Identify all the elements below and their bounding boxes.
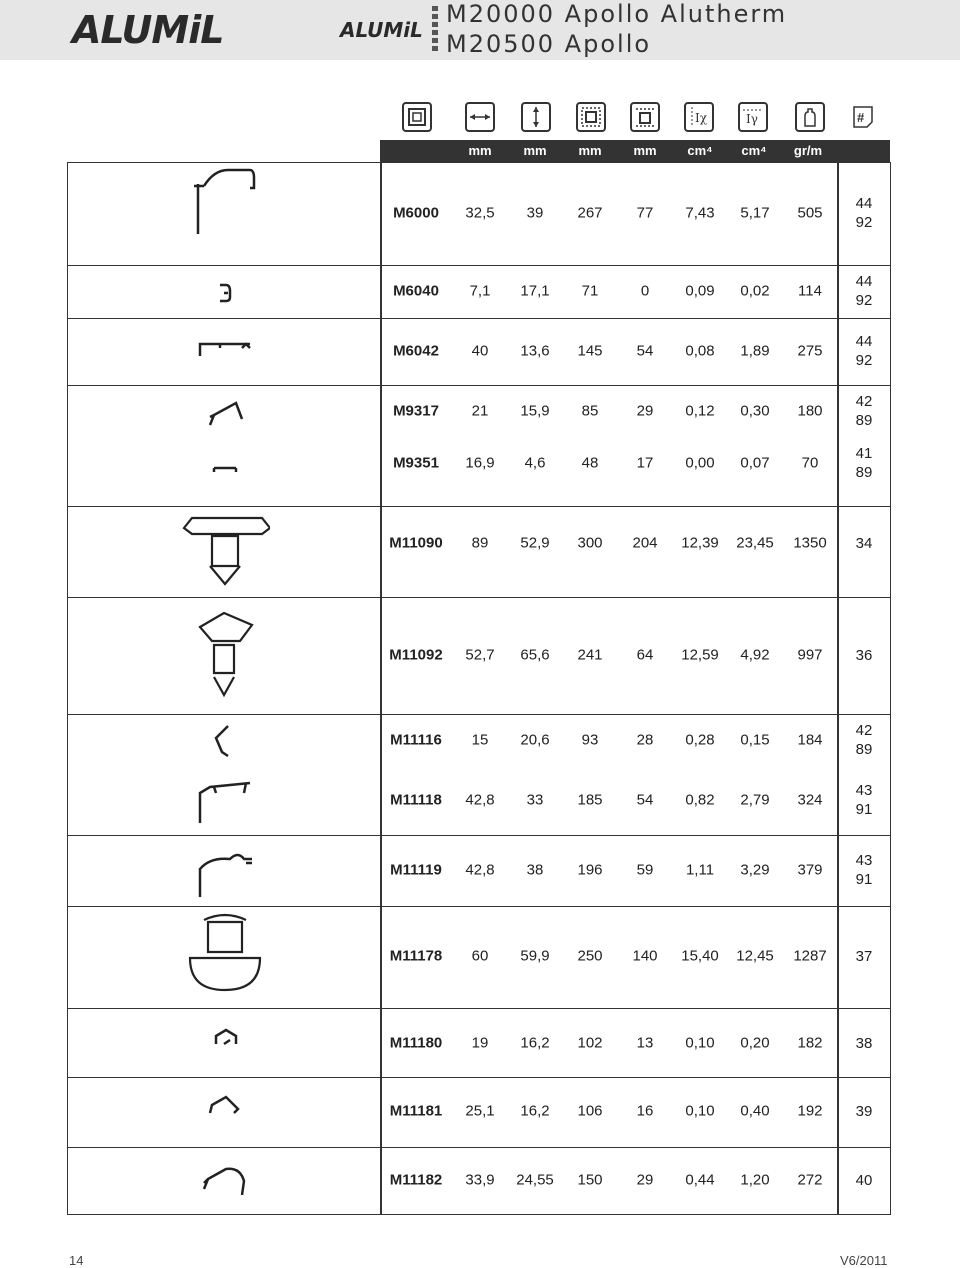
value-cell: 150 [577,1171,603,1189]
value-cell: 48 [581,454,599,472]
value-cell: 17 [636,454,654,472]
value-cell: 300 [577,534,603,552]
profile-drawing [180,716,270,765]
value-cell: 4,6 [524,454,546,472]
catalog-pages [838,194,890,232]
unit-label: cm⁴ [687,143,713,158]
value-cell: 93 [581,731,599,749]
value-cell: 70 [801,454,819,472]
value-cell: 42,8 [465,791,495,809]
value-cell: 0,09 [685,282,715,300]
profile-drawing [180,769,270,833]
value-cell: 1,11 [685,861,715,879]
page-ref: 42 [855,722,873,739]
value-cell: 16 [636,1102,654,1120]
value-cell: 33,9 [465,1171,495,1189]
value-cell: 0,30 [740,402,770,420]
thickness-icon [630,102,660,132]
value-cell: 1287 [793,947,827,965]
page-ref: 42 [855,393,873,410]
value-cell: 29 [636,1171,654,1189]
value-cell: 42,8 [465,861,495,879]
unit-label: cm⁴ [741,143,767,158]
value-cell: 0,44 [685,1171,715,1189]
value-cell: 0,08 [685,342,715,360]
inertia-y-icon [738,102,768,132]
page-ref: 37 [855,947,873,965]
value-cell: 0,10 [685,1102,715,1120]
row-divider [67,318,891,319]
inertia-x-icon [684,102,714,132]
header-band [0,0,960,60]
value-cell: 64 [636,646,654,664]
value-cell: 204 [632,534,658,552]
value-cell: 4,92 [740,646,770,664]
profile-drawing [180,599,270,712]
catalog-pages [838,1034,890,1053]
row-divider [67,835,891,836]
value-cell: 1,89 [740,342,770,360]
page-ref: 44 [855,273,873,290]
profile-code: M11116 [390,731,442,749]
profile-code: M6000 [393,204,439,222]
catalog-pages [838,947,890,966]
profile-code: M11090 [389,534,443,552]
row-divider [67,1077,891,1078]
unit-label: mm [633,143,657,158]
value-cell: 19 [471,1034,489,1052]
value-cell: 15,9 [520,402,550,420]
value-cell: 20,6 [520,731,550,749]
value-cell: 1,20 [740,1171,770,1189]
value-cell: 15,40 [681,947,719,965]
value-cell: 71 [581,282,599,300]
value-cell: 65,6 [520,646,550,664]
value-cell: 40 [471,342,489,360]
page-ref: 89 [855,464,873,481]
column-divider [380,162,382,1215]
page-ref: 34 [855,534,873,552]
value-cell: 324 [797,791,823,809]
page-ref: 43 [855,782,873,799]
value-cell: 77 [636,204,654,222]
value-cell: 17,1 [520,282,550,300]
catalog-pages [838,781,890,819]
value-cell: 0,20 [740,1034,770,1052]
value-cell: 13,6 [520,342,550,360]
value-cell: 21 [471,402,489,420]
value-cell: 145 [577,342,603,360]
svg-text:Iχ: Iχ [695,111,708,125]
value-cell: 5,17 [740,204,770,222]
value-cell: 23,45 [736,534,774,552]
value-cell: 7,1 [469,282,491,300]
profile-code: M6042 [393,342,439,360]
profile-code: M11118 [390,791,442,809]
catalog-pages [838,392,890,430]
page-ref: 41 [855,445,873,462]
value-cell: 16,9 [465,454,495,472]
catalog-pages [838,646,890,665]
value-cell: 192 [797,1102,823,1120]
unit-label: mm [578,143,602,158]
value-cell: 12,59 [681,646,719,664]
value-cell: 38 [526,861,544,879]
page-ref: 44 [855,195,873,212]
svg-text:Iγ: Iγ [746,112,758,126]
value-cell: 267 [577,204,603,222]
profile-code: M11182 [389,1171,443,1189]
value-cell: 12,39 [681,534,719,552]
value-cell: 0 [640,282,650,300]
value-cell: 60 [471,947,489,965]
unit-label: mm [523,143,547,158]
row-divider [67,1147,891,1148]
value-cell: 114 [798,282,822,300]
value-cell: 33 [526,791,544,809]
profile-drawing [180,908,270,1006]
value-cell: 59 [636,861,654,879]
profile-code: M9351 [393,454,439,472]
profile-drawing [180,508,270,595]
value-cell: 28 [636,731,654,749]
value-cell: 0,07 [740,454,770,472]
value-cell: 15 [471,731,489,749]
unit-label: mm [468,143,492,158]
page-ref: 89 [855,741,873,758]
profile-drawing [180,1149,270,1213]
profile-code: M11119 [390,861,442,879]
profile-outline-icon [402,102,432,132]
page-ref: 92 [855,352,873,369]
value-cell: 7,43 [685,204,715,222]
catalog-pages [838,332,890,370]
height-arrows-icon [521,102,551,132]
value-cell: 182 [797,1034,823,1052]
value-cell: 180 [797,402,823,420]
page-ref: 40 [855,1171,873,1189]
series-title-1: M20000 Apollo Alutherm [446,0,788,28]
row-divider [67,1008,891,1009]
value-cell: 272 [797,1171,823,1189]
value-cell: 196 [577,861,603,879]
value-cell: 379 [797,861,823,879]
profile-code: M11092 [389,646,443,664]
profile-drawing [180,837,270,904]
page-hash-icon [848,102,878,132]
catalog-pages [838,534,890,553]
profile-code: M9317 [393,402,439,420]
value-cell: 241 [577,646,603,664]
value-cell: 250 [577,947,603,965]
value-cell: 12,45 [736,947,774,965]
page-ref: 89 [855,412,873,429]
units-bar [380,140,890,162]
catalog-pages [838,851,890,889]
value-cell: 1350 [793,534,827,552]
value-cell: 0,28 [685,731,715,749]
profile-drawing [180,440,270,504]
value-cell: 0,00 [685,454,715,472]
catalog-pages [838,444,890,482]
value-cell: 89 [471,534,489,552]
value-cell: 997 [797,646,823,664]
dashed-section-icon [576,102,606,132]
value-cell: 0,82 [685,791,715,809]
row-divider [67,506,891,507]
catalog-pages [838,1171,890,1190]
profile-drawing [180,164,270,263]
version-label: V6/2011 [840,1253,888,1268]
profile-code: M6040 [393,282,439,300]
value-cell: 106 [577,1102,603,1120]
value-cell: 0,02 [740,282,770,300]
value-cell: 52,9 [520,534,550,552]
value-cell: 505 [797,204,823,222]
profile-drawing [180,267,270,316]
width-arrows-icon [465,102,495,132]
catalog-pages [838,1102,890,1121]
value-cell: 275 [797,342,823,360]
catalog-pages [838,272,890,310]
catalog-pages [838,721,890,759]
value-cell: 16,2 [520,1102,550,1120]
page-number: 14 [69,1253,84,1268]
alumil-logo: ALUMiL [72,8,224,52]
value-cell: 0,40 [740,1102,770,1120]
value-cell: 0,15 [740,731,770,749]
value-cell: 39 [526,204,544,222]
page-ref: 92 [855,214,873,231]
value-cell: 2,79 [740,791,770,809]
row-divider [67,906,891,907]
profile-code: M11178 [389,947,443,965]
row-divider [67,385,891,386]
page-ref: 38 [855,1034,873,1052]
value-cell: 102 [577,1034,603,1052]
value-cell: 0,12 [685,402,715,420]
value-cell: 85 [581,402,599,420]
profile-code: M11180 [389,1034,443,1052]
page-ref: 43 [855,852,873,869]
page-ref: 36 [855,646,873,664]
profile-drawing [180,1010,270,1075]
row-divider [67,714,891,715]
profile-drawing [180,1079,270,1145]
row-divider [67,597,891,598]
series-title-2: M20500 Apollo [446,30,652,58]
value-cell: 54 [636,342,654,360]
value-cell: 32,5 [465,204,495,222]
value-cell: 16,2 [520,1034,550,1052]
value-cell: 59,9 [520,947,550,965]
page-ref: 44 [855,333,873,350]
value-cell: 185 [577,791,603,809]
value-cell: 24,55 [516,1171,554,1189]
value-cell: 0,10 [685,1034,715,1052]
profile-code: M11181 [389,1102,443,1120]
svg-text:#: # [857,110,865,125]
page-ref: 92 [855,292,873,309]
value-cell: 13 [636,1034,654,1052]
profile-drawing [180,320,270,383]
value-cell: 25,1 [465,1102,495,1120]
column-divider [837,162,839,1215]
page-ref: 39 [855,1102,873,1120]
value-cell: 184 [797,731,823,749]
value-cell: 52,7 [465,646,495,664]
page-ref: 91 [855,871,873,888]
row-divider [67,265,891,266]
profile-drawing [180,387,270,436]
logo-divider [432,6,438,54]
alumil-logo-small: ALUMiL [340,18,423,42]
unit-label: gr/m [793,143,823,158]
value-cell: 29 [636,402,654,420]
page-ref: 91 [855,801,873,818]
bag-weight-icon [795,102,825,132]
value-cell: 54 [636,791,654,809]
value-cell: 140 [632,947,658,965]
value-cell: 3,29 [740,861,770,879]
